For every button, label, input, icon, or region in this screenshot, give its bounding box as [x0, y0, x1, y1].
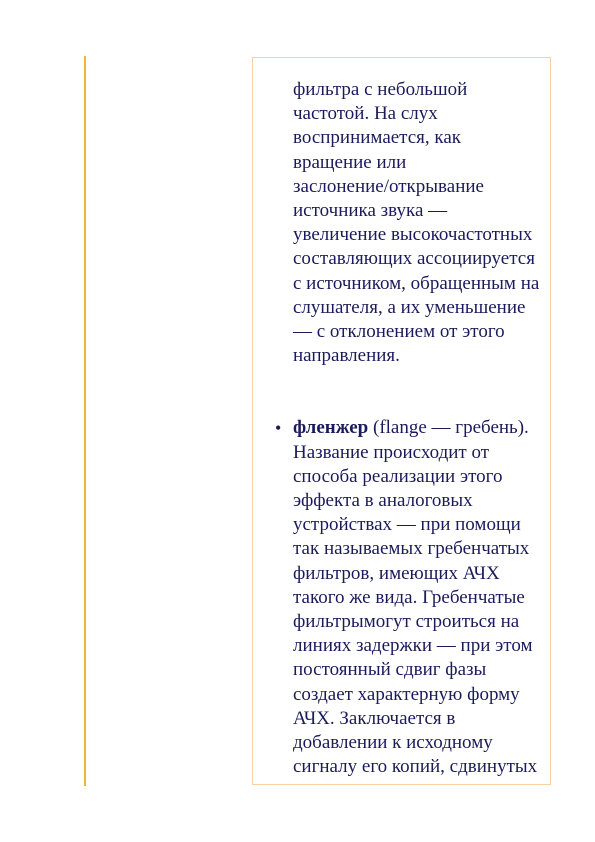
text-column: [275, 78, 551, 779]
bullet-item-flanger: [275, 416, 551, 779]
left-margin-rule: [84, 56, 86, 786]
bullet-marker: •: [275, 418, 282, 439]
bullet-text: (flange — гребень). Название происходит от способа реализации этого эффекта в аналоговых устройствах — при помощи так называемых гребенчатых фильтров, имеющих АЧХ такого же вида. Гребенчатые фильтрымогут строиться на линиях задержки — при этом постоянный сдвиг фазы создает характерную форму АЧХ. Заключается в добавлении к исходному сигналу его копий, сдвинутых: [293, 417, 538, 778]
paragraph-gap: [293, 368, 551, 416]
paragraph-continued: фильтра с небольшой частотой. На слух воспринимается, как вращение или заслонение/открывание источника звука — увеличение высокочастотных составляющих ассоциируется с источником, обращенным на слушателя, а их уменьшение — с отклонением от этого направления.: [293, 79, 540, 367]
bullet-term: фленжер: [293, 417, 369, 439]
content-panel: [252, 57, 551, 785]
